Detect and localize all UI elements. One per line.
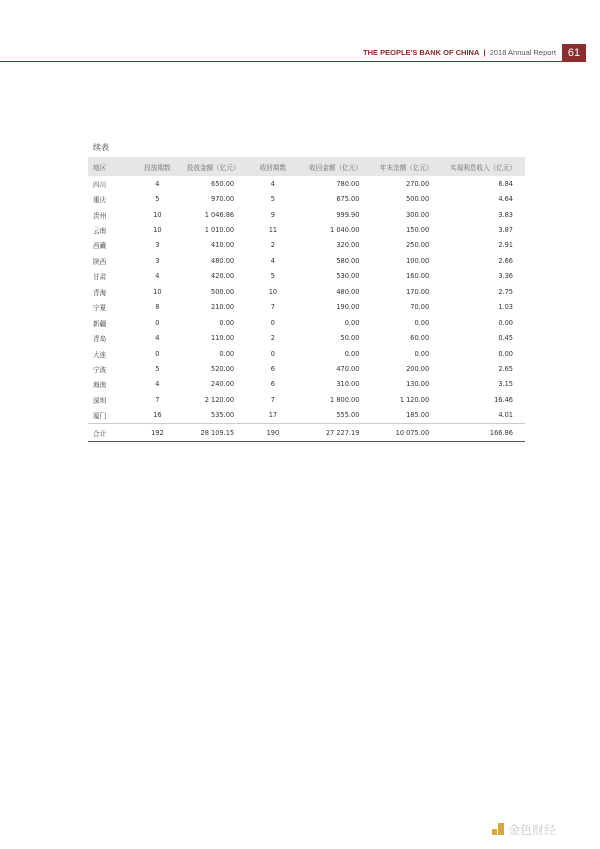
golden-finance-logo-icon	[492, 823, 504, 835]
total-cell-recovered-amount: 27 227.19	[300, 424, 372, 442]
table-row	[88, 238, 525, 253]
col-header-issued-amount: 投放金额（亿元）	[180, 157, 246, 176]
cell-year-end-balance: 60.00	[410, 334, 430, 343]
cell-region: 青海	[93, 288, 107, 297]
cell-region: 新疆	[93, 319, 107, 328]
cell-interest-income: 3.87	[498, 226, 513, 235]
cell-interest-income: 2.75	[498, 287, 513, 296]
watermark	[492, 821, 592, 837]
col-header-issued-count: 投放期数	[135, 157, 181, 176]
watermark-text: 金色财经	[508, 823, 557, 837]
cell-issued-amount: 240.00	[211, 380, 235, 389]
cell-year-end-balance: 100.00	[406, 256, 430, 265]
table-row	[88, 222, 525, 237]
cell-year-end-balance: 170.00	[406, 287, 430, 296]
cell-recovered-count: 9	[270, 210, 275, 219]
cell-issued-amount: 520.00	[211, 364, 235, 373]
cell-year-end-balance: 0.00	[414, 318, 430, 327]
cell-issued-count: 5	[155, 195, 160, 204]
cell-region: 贵州	[93, 211, 107, 220]
cell-region: 大连	[93, 350, 107, 359]
table-row	[88, 330, 525, 345]
cell-issued-count: 3	[155, 241, 160, 250]
header-rule	[0, 61, 562, 62]
cell-interest-income: 0.00	[498, 318, 513, 327]
cell-year-end-balance: 185.00	[406, 411, 430, 420]
table-row	[88, 207, 525, 222]
header-text	[363, 48, 556, 57]
cell-issued-amount: 1 010.00	[204, 226, 235, 235]
cell-recovered-count: 17	[268, 411, 278, 420]
total-cell-year-end-balance: 10 075.00	[371, 424, 441, 442]
cell-year-end-balance: 0.00	[414, 349, 430, 358]
cell-year-end-balance: 500.00	[406, 195, 430, 204]
cell-region: 厦门	[93, 412, 107, 421]
cell-year-end-balance: 1 120.00	[399, 395, 430, 404]
cell-region: 宁夏	[93, 304, 107, 313]
cell-issued-count: 3	[155, 256, 160, 265]
table-row	[88, 284, 525, 299]
cell-interest-income: 0.00	[498, 349, 513, 358]
cell-issued-amount: 410.00	[211, 241, 235, 250]
cell-interest-income: 0.45	[498, 334, 513, 343]
cell-issued-amount: 480.00	[211, 256, 235, 265]
table-caption: 续表	[93, 143, 109, 152]
cell-year-end-balance: 150.00	[406, 226, 430, 235]
cell-interest-income: 3.36	[498, 272, 513, 281]
cell-region: 宁波	[93, 365, 107, 374]
col-header-region: 地区	[88, 157, 135, 176]
cell-region: 青岛	[93, 335, 107, 344]
page-header	[0, 44, 600, 62]
cell-issued-amount: 0.00	[219, 349, 235, 358]
cell-issued-count: 10	[153, 226, 162, 235]
cell-issued-count: 8	[155, 303, 160, 312]
cell-year-end-balance: 200.00	[406, 364, 430, 373]
cell-region: 云南	[93, 227, 107, 236]
cell-issued-amount: 535.00	[211, 411, 235, 420]
cell-recovered-amount: 320.00	[336, 241, 360, 250]
cell-recovered-amount: 780.00	[336, 179, 360, 188]
col-header-year-end-balance: 年末余额（亿元）	[371, 157, 441, 176]
cell-recovered-count: 11	[268, 226, 278, 235]
cell-interest-income: 6.84	[498, 179, 513, 188]
cell-interest-income: 16.46	[494, 395, 513, 404]
cell-issued-amount: 420.00	[211, 272, 235, 281]
cell-recovered-amount: 0.00	[344, 318, 360, 327]
cell-interest-income: 3.15	[498, 380, 513, 389]
cell-year-end-balance: 70.00	[410, 303, 430, 312]
total-cell-issued-count: 192	[135, 424, 181, 442]
data-table	[88, 157, 525, 442]
cell-issued-count: 7	[155, 395, 160, 404]
cell-recovered-amount: 999.90	[336, 210, 360, 219]
cell-interest-income: 2.65	[498, 364, 513, 373]
cell-year-end-balance: 250.00	[406, 241, 430, 250]
cell-issued-amount: 210.00	[211, 303, 235, 312]
cell-issued-count: 4	[155, 334, 160, 343]
cell-region: 甘肃	[93, 273, 107, 282]
cell-recovered-amount: 470.00	[336, 364, 360, 373]
cell-recovered-amount: 50.00	[340, 334, 360, 343]
cell-recovered-count: 0	[270, 318, 275, 327]
table-total-row	[88, 424, 525, 442]
table-row	[88, 361, 525, 376]
cell-recovered-count: 4	[270, 179, 275, 188]
total-cell-region: 合计	[88, 424, 135, 442]
cell-recovered-count: 0	[270, 349, 275, 358]
cell-recovered-count: 7	[270, 395, 275, 404]
cell-year-end-balance: 130.00	[406, 380, 430, 389]
cell-year-end-balance: 160.00	[406, 272, 430, 281]
table-header-row	[88, 157, 525, 176]
cell-interest-income: 3.83	[498, 210, 513, 219]
cell-recovered-count: 6	[270, 364, 275, 373]
cell-issued-amount: 650.00	[211, 179, 235, 188]
cell-year-end-balance: 300.00	[406, 210, 430, 219]
cell-recovered-amount: 0.00	[344, 349, 360, 358]
cell-recovered-amount: 530.00	[336, 272, 360, 281]
table-row	[88, 392, 525, 407]
table-row	[88, 191, 525, 206]
total-cell-interest-income: 166.86	[441, 424, 525, 442]
cell-issued-count: 10	[153, 287, 162, 296]
cell-issued-amount: 110.00	[211, 334, 235, 343]
table-row	[88, 300, 525, 315]
table-row	[88, 269, 525, 284]
cell-issued-count: 4	[155, 179, 160, 188]
cell-recovered-count: 4	[270, 256, 275, 265]
cell-recovered-count: 2	[270, 241, 275, 250]
cell-issued-amount: 1 046.86	[204, 210, 235, 219]
cell-recovered-count: 6	[270, 380, 275, 389]
cell-issued-count: 4	[155, 272, 160, 281]
table-row	[88, 253, 525, 268]
table-row	[88, 377, 525, 392]
cell-recovered-amount: 310.00	[336, 380, 360, 389]
cell-issued-amount: 0.00	[219, 318, 235, 327]
cell-recovered-amount: 190.00	[336, 303, 360, 312]
cell-issued-count: 4	[155, 380, 160, 389]
cell-recovered-count: 2	[270, 334, 275, 343]
cell-interest-income: 4.01	[498, 411, 513, 420]
cell-recovered-count: 5	[270, 272, 275, 281]
cell-recovered-amount: 1 040.00	[330, 226, 360, 235]
cell-issued-amount: 2 120.00	[204, 395, 235, 404]
page-number: 61	[562, 44, 586, 62]
cell-issued-count: 0	[155, 318, 160, 327]
cell-interest-income: 2.91	[498, 241, 513, 250]
cell-year-end-balance: 270.00	[406, 179, 430, 188]
cell-region: 陕西	[93, 257, 107, 266]
cell-interest-income: 2.66	[498, 256, 513, 265]
cell-recovered-amount: 580.00	[336, 256, 360, 265]
cell-recovered-amount: 1 800.00	[330, 395, 360, 404]
cell-recovered-count: 5	[270, 195, 275, 204]
cell-region: 深圳	[93, 396, 107, 405]
total-cell-recovered-count: 190	[246, 424, 300, 442]
cell-region: 四川	[93, 180, 107, 189]
table-row	[88, 315, 525, 330]
table-row	[88, 346, 525, 361]
report-title: 2018 Annual Report	[489, 48, 556, 57]
cell-interest-income: 1.03	[498, 303, 513, 312]
cell-region: 西藏	[93, 242, 107, 251]
cell-recovered-count: 10	[268, 287, 278, 296]
cell-issued-amount: 970.00	[211, 195, 235, 204]
cell-recovered-amount: 675.00	[336, 195, 360, 204]
cell-issued-count: 10	[153, 210, 162, 219]
cell-region: 海南	[93, 381, 107, 390]
cell-issued-amount: 500.00	[211, 287, 235, 296]
table-row	[88, 176, 525, 191]
cell-issued-count: 16	[153, 411, 162, 420]
cell-issued-count: 5	[155, 364, 160, 373]
cell-interest-income: 4.64	[498, 195, 513, 204]
cell-recovered-count: 7	[270, 303, 275, 312]
cell-recovered-amount: 555.00	[336, 411, 360, 420]
table-row	[88, 408, 525, 424]
header-separator: |	[483, 48, 486, 57]
col-header-interest-income: 实现利息收入（亿元）	[441, 157, 525, 176]
total-cell-issued-amount: 28 109.15	[180, 424, 246, 442]
bank-name: THE PEOPLE'S BANK OF CHINA	[363, 48, 480, 57]
cell-region: 重庆	[93, 196, 107, 205]
col-header-recovered-amount: 收回金额（亿元）	[300, 157, 372, 176]
cell-issued-count: 0	[155, 349, 160, 358]
col-header-recovered-count: 收回期数	[246, 157, 300, 176]
cell-recovered-amount: 480.00	[336, 287, 360, 296]
